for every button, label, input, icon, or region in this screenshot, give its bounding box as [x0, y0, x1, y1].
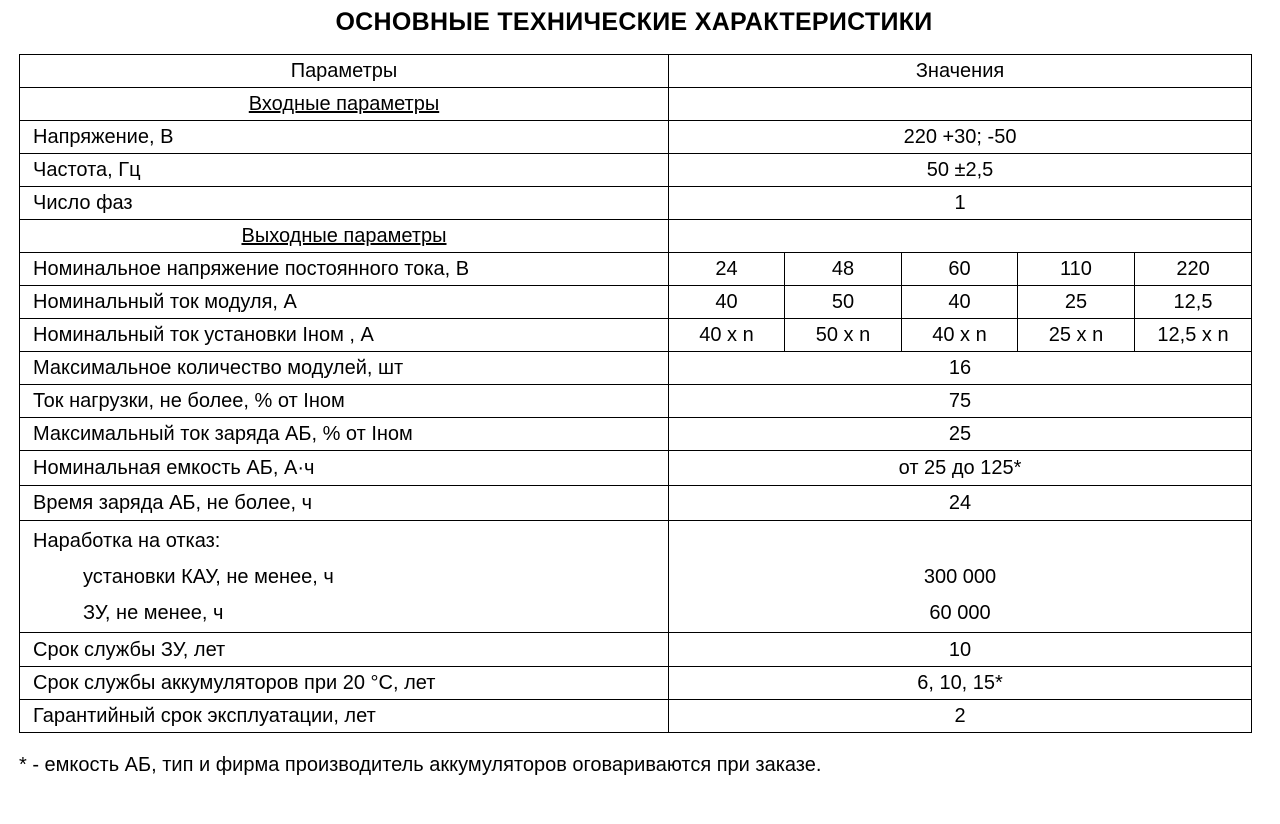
table-row [20, 451, 1252, 486]
param-value: 50 ±2,5 [669, 154, 1252, 187]
mtbf-charger-value: 60 000 [929, 601, 991, 624]
param-value: 2 [669, 700, 1252, 733]
table-row [20, 633, 1252, 667]
specifications-table [19, 54, 1252, 733]
module-current-value: 50 [785, 286, 902, 319]
section-title-output: Выходные параметры [241, 225, 447, 247]
voltage-value: 220 [1135, 253, 1252, 286]
mtbf-charger-label: ЗУ, не менее, ч [83, 601, 224, 624]
table-header-row [20, 55, 1252, 88]
param-value: 16 [669, 352, 1252, 385]
param-value: от 25 до 125* [669, 451, 1252, 486]
param-label: Номинальный ток установки Iном , А [20, 319, 669, 352]
install-current-value: 40 x n [902, 319, 1018, 352]
param-value: 25 [669, 418, 1252, 451]
param-label: Номинальное напряжение постоянного тока, В [20, 253, 669, 286]
mtbf-heading: Наработка на отказ: [33, 529, 221, 552]
section-row-input [20, 88, 1252, 121]
table-row [20, 667, 1252, 700]
install-current-value: 25 x n [1018, 319, 1135, 352]
voltage-value: 110 [1018, 253, 1135, 286]
table-row [20, 352, 1252, 385]
table-row-voltage [20, 253, 1252, 286]
install-current-value: 40 x n [669, 319, 785, 352]
param-value: 75 [669, 385, 1252, 418]
table-row [20, 121, 1252, 154]
table-row [20, 187, 1252, 220]
param-label: Число фаз [20, 187, 669, 220]
param-label: Частота, Гц [20, 154, 669, 187]
page-title: ОСНОВНЫЕ ТЕХНИЧЕСКИЕ ХАРАКТЕРИСТИКИ [335, 8, 933, 36]
module-current-value: 40 [669, 286, 785, 319]
header-params: Параметры [20, 55, 669, 88]
install-current-value: 50 x n [785, 319, 902, 352]
header-values: Значения [669, 55, 1252, 88]
param-label: Ток нагрузки, не более, % от Iном [20, 385, 669, 418]
table-row [20, 418, 1252, 451]
table-row [20, 154, 1252, 187]
module-current-value: 40 [902, 286, 1018, 319]
param-label: Максимальный ток заряда АБ, % от Iном [20, 418, 669, 451]
module-current-value: 12,5 [1135, 286, 1252, 319]
param-label: Время заряда АБ, не более, ч [20, 486, 669, 521]
param-value: 6, 10, 15* [669, 667, 1252, 700]
param-value: 24 [669, 486, 1252, 521]
install-current-value: 12,5 x n [1135, 319, 1252, 352]
param-label: Номинальная емкость АБ, А·ч [20, 451, 669, 486]
param-label: Максимальное количество модулей, шт [20, 352, 669, 385]
module-current-value: 25 [1018, 286, 1135, 319]
table-row [20, 700, 1252, 733]
param-label: Гарантийный срок эксплуатации, лет [20, 700, 669, 733]
table-row [20, 385, 1252, 418]
param-label: Напряжение, В [20, 121, 669, 154]
param-label: Номинальный ток модуля, А [20, 286, 669, 319]
table-row-mtbf [20, 521, 1252, 633]
voltage-value: 60 [902, 253, 1018, 286]
section-title-input: Входные параметры [248, 93, 440, 115]
table-row-module-current [20, 286, 1252, 319]
table-row-install-current [20, 319, 1252, 352]
voltage-value: 24 [669, 253, 785, 286]
param-label: Срок службы ЗУ, лет [20, 633, 669, 667]
param-label: Срок службы аккумуляторов при 20 °С, лет [20, 667, 669, 700]
param-value: 1 [669, 187, 1252, 220]
param-value: 10 [669, 633, 1252, 667]
section-row-output [20, 220, 1252, 253]
mtbf-install-value: 300 000 [923, 565, 997, 588]
footnote: * - емкость АБ, тип и фирма производитель аккумуляторов оговариваются при заказе. [19, 754, 822, 776]
mtbf-install-label: установки КАУ, не менее, ч [83, 565, 334, 588]
voltage-value: 48 [785, 253, 902, 286]
param-value: 220 +30; -50 [669, 121, 1252, 154]
table-row [20, 486, 1252, 521]
